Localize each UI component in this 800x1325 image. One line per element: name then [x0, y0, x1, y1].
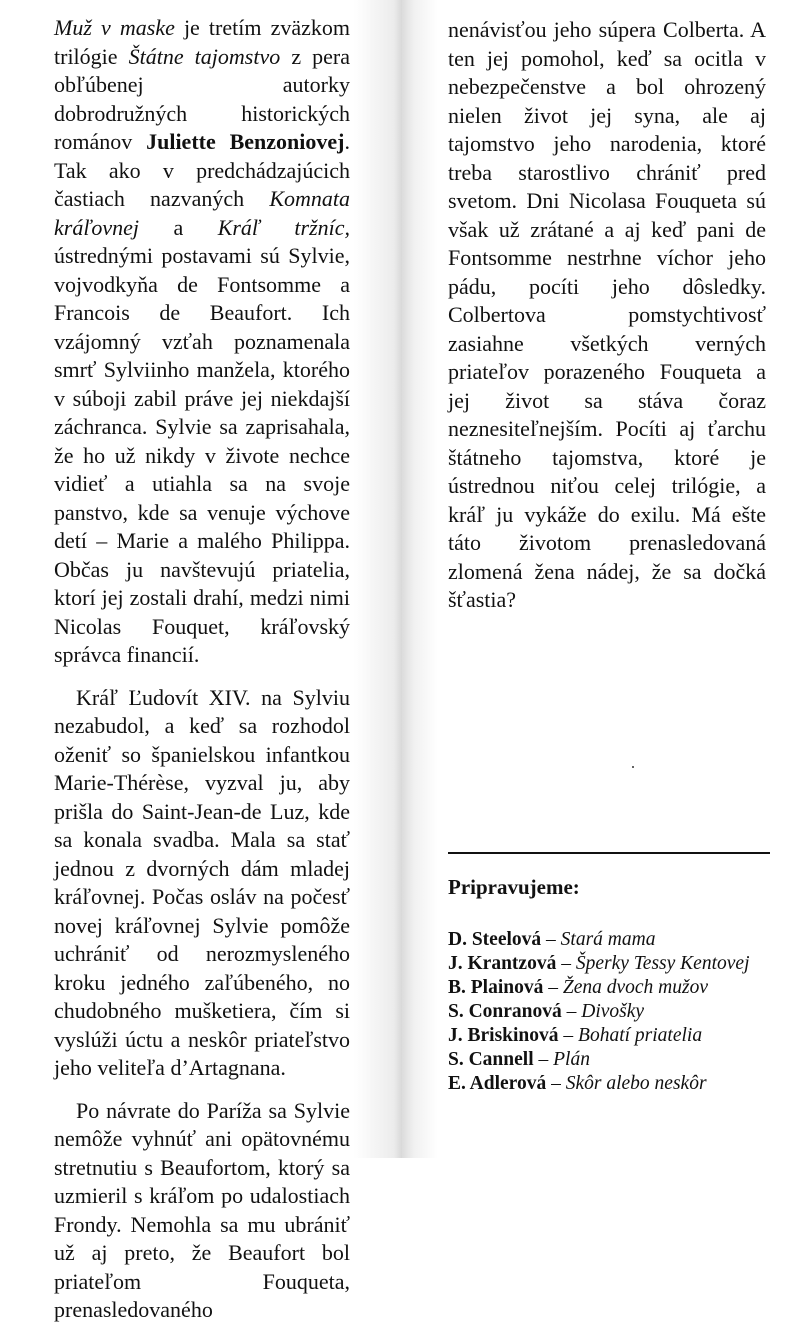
upcoming-separator: –	[541, 929, 561, 950]
upcoming-author: S. Conranová	[448, 1001, 562, 1022]
upcoming-separator: –	[533, 1049, 554, 1070]
upcoming-title: Stará mama	[560, 929, 656, 950]
upcoming-title: Žena dvoch mužov	[562, 977, 708, 998]
blurb-paragraph-3: Po návrate do Paríža sa Sylvie nemôže vyhnúť ani opätovnému stretnutiu s Beaufortom, ktorý sa uzmieril s kráľom po udalostiach Frondy. Nemohla sa mu ubrániť už aj preto, že Beaufort bol priateľom Fouqueta, prenasledovaného	[54, 1097, 350, 1322]
author-name: Juliette Benzoniovej	[146, 129, 345, 154]
upcoming-separator: –	[543, 977, 563, 998]
right-column	[448, 16, 766, 615]
previous-book-2: Kráľ tržníc,	[217, 214, 351, 240]
upcoming-heading: Pripravujeme:	[448, 875, 580, 899]
print-speck	[632, 766, 634, 768]
upcoming-author: J. Briskinová	[448, 1025, 559, 1046]
upcoming-title: Skôr alebo neskôr	[565, 1073, 707, 1094]
upcoming-author: S. Cannell	[448, 1049, 534, 1070]
upcoming-author: B. Plainová	[448, 977, 544, 998]
upcoming-title: Divošky	[581, 1001, 645, 1022]
upcoming-item	[448, 1000, 788, 1024]
book-title: Muž v maske	[54, 15, 175, 40]
upcoming-list	[448, 928, 788, 1096]
upcoming-author: E. Adlerová	[448, 1073, 547, 1094]
upcoming-item	[448, 1048, 788, 1072]
section-divider	[448, 852, 770, 854]
upcoming-title: Šperky Tessy Kentovej	[575, 953, 750, 974]
upcoming-title: Bohatí priatelia	[578, 1025, 703, 1046]
blurb-paragraph-1: Muž v maske je tretím zväzkom trilógie Štátne tajomstvo z pera obľúbenej autorky dobrodružných historických románov Juliette Benzoniovej. Tak ako v predchádzajúcich častiach nazvaných Komnata kráľovnej a Kráľ tržníc, ústrednými postavami sú Sylvie, vojvodkyňa de Fontsomme a Francois de Beaufort. Ich vzájomný vzťah poznamenala smrť Sylviinho manžela, ktorého v súboji zabil práve jej niekdajší záchranca. Sylvie sa zaprisahala, že ho už nikdy v živote nechce vidieť a utiahla sa na svoje panstvo, kde sa venuje výchove detí – Marie a malého Philippa. Občas ju navštevujú priatelia, ktorí jej zostali drahí, medzi nimi Nicolas Fouquet, kráľovský správca financií.	[54, 15, 351, 667]
blurb-paragraph-2: Kráľ Ľudovít XIV. na Sylviu nezabudol, a keď sa rozhodol oženiť so španielskou infantkou Marie-Thérèse, vyzval ju, aby prišla do Saint-Jean-de Luz, kde sa konala svadba. Mala sa stať jednou z dvorných dám mladej kráľovnej. Počas osláv na počesť novej kráľovnej Sylvie pomôže uchrániť od nerozmysleného kroku jedného zaľúbeného, no chudobného mušketiera, čím si vyslúži úctu a neskôr priateľstvo jeho veliteľa d’Artagnana.	[54, 684, 350, 1080]
upcoming-item	[448, 1024, 788, 1048]
left-column	[54, 14, 350, 1325]
upcoming-separator: –	[558, 1025, 579, 1046]
upcoming-title: Plán	[553, 1049, 590, 1070]
series-title: Štátne tajomstvo	[128, 43, 281, 69]
upcoming-author: D. Steelová	[448, 929, 542, 950]
upcoming-item	[448, 976, 788, 1000]
upcoming-item	[448, 928, 788, 952]
upcoming-author: J. Krantzová	[448, 953, 557, 974]
upcoming-item	[448, 952, 788, 976]
upcoming-separator: –	[561, 1001, 582, 1022]
blurb-paragraph-4: nenávisťou jeho súpera Colberta. A ten jej pomohol, keď sa ocitla v nebezpečenstve a bol ohrozený nielen život jej syna, ale aj tajomstvo jeho narodenia, ktoré treba starostlivo chrániť pred svetom. Dni Nicolasa Fouqueta sú však už zrátané a aj keď pani de Fontsomme nestrhne víchor jeho pádu, pocíti jeho dôsledky. Colbertova pomstychtivosť zasiahne všetkých verných priateľov porazeného Fouqueta a jej život sa stáva čoraz neznesiteľnejším. Pocíti aj ťarchu štátneho tajomstva, ktoré je ústrednou niťou celej trilógie, a kráľ ju vykáže do exilu. Má ešte táto životom prenasledovaná zlomená žena nádej, že sa dočká šťastia?	[448, 17, 766, 612]
previous-book-1: Komnata kráľovnej	[54, 186, 350, 240]
upcoming-item	[448, 1072, 788, 1096]
upcoming-separator: –	[556, 953, 576, 974]
upcoming-separator: –	[546, 1073, 566, 1094]
